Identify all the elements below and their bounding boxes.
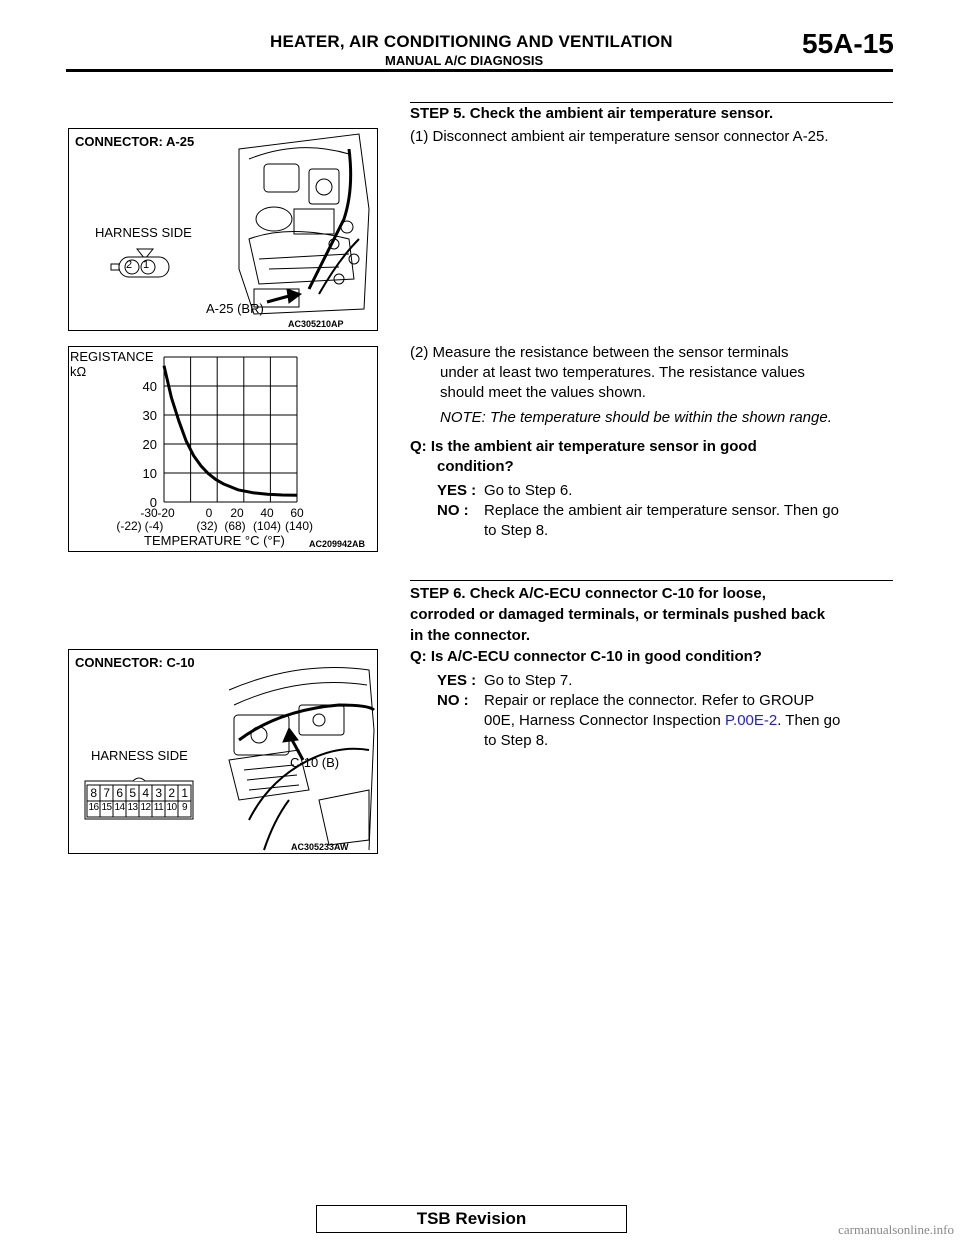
page-number: 55A-15: [802, 28, 894, 59]
x-tick-label: 60: [290, 506, 304, 520]
pin-number: 14: [114, 802, 125, 813]
step5-instruction-2-line3: should meet the values shown.: [440, 384, 646, 401]
tsb-revision-box: TSB Revision: [316, 1205, 627, 1233]
figure-connector-a25: [68, 128, 378, 331]
connector-key: [133, 778, 145, 781]
harness-side-label: HARNESS SIDE: [91, 748, 188, 763]
y-tick-label: 0: [149, 495, 157, 510]
pin-number: 13: [127, 802, 138, 813]
step5-question-line2: condition?: [437, 458, 514, 475]
step-rule: [410, 580, 893, 581]
x-tick-label: -30: [140, 506, 158, 520]
pin-number: 4: [142, 786, 149, 800]
pin-number: 8: [90, 786, 97, 800]
step6-no-text-line2-a: 00E, Harness Connector Inspection: [484, 712, 725, 729]
step5-no-text-line1: Replace the ambient air temperature sensor. Then go: [484, 502, 839, 519]
x-tick-label-fahrenheit: (32): [196, 519, 218, 533]
step6-no-key: NO :: [437, 692, 469, 709]
step5-yes-key: YES :: [437, 482, 477, 499]
figure-connector-c10: [68, 649, 378, 854]
header-rule: [66, 69, 893, 72]
connector-callout: C-10 (B): [290, 755, 340, 770]
step5-instruction-2-line1: (2) Measure the resistance between the sensor terminals: [410, 344, 789, 361]
x-tick-label: -20: [157, 506, 175, 520]
y-tick-label: 40: [142, 379, 157, 394]
step5-no-key: NO :: [437, 502, 469, 519]
section-title: HEATER, AIR CONDITIONING AND VENTILATION: [270, 32, 673, 51]
figure-code: AC209942AB: [309, 539, 366, 549]
step6-no-text-line2-b: . Then go: [777, 712, 841, 729]
step-rule: [410, 102, 893, 103]
pin-number: 16: [88, 802, 99, 813]
step5-no-text-line2: to Step 8.: [484, 522, 549, 539]
pin-number: 11: [153, 802, 164, 813]
step6-yes-key: YES :: [437, 672, 477, 689]
reference-link-p00e-2[interactable]: P.00E-2: [724, 712, 778, 729]
x-tick-label-fahrenheit: (140): [284, 519, 314, 533]
pin-number: 1: [181, 786, 188, 800]
pin-number: 2: [168, 786, 175, 800]
x-tick-label-fahrenheit: (-22): [116, 519, 142, 533]
y-tick-label: 20: [142, 437, 157, 452]
step5-instruction-1: (1) Disconnect ambient air temperature sensor connector A-25.: [410, 128, 829, 145]
pin-number: 5: [129, 786, 136, 800]
resistance-curve-chart: [69, 347, 377, 551]
pin-number: 7: [103, 786, 110, 800]
harness-side-label: HARNESS SIDE: [95, 225, 192, 240]
connector-label: CONNECTOR: C-10: [75, 655, 195, 670]
step5-instruction-2-line2: under at least two temperatures. The resistance values: [440, 364, 805, 381]
section-subtitle: MANUAL A/C DIAGNOSIS: [385, 53, 544, 68]
step6-heading-line2: corroded or damaged terminals, or terminals pushed back: [410, 606, 826, 623]
x-tick-label-fahrenheit: (68): [224, 519, 246, 533]
x-tick-label: 0: [205, 506, 213, 520]
connector-callout: A-25 (BR): [206, 301, 264, 316]
pin-number: 3: [155, 786, 162, 800]
y-tick-label: 10: [142, 466, 157, 481]
connector-label: CONNECTOR: A-25: [75, 134, 195, 149]
pin-number: 15: [101, 802, 112, 813]
pin-2: 2: [126, 259, 133, 271]
step6-heading-line1: STEP 6. Check A/C-ECU connector C-10 for loose,: [410, 585, 766, 602]
pin-number: 6: [116, 786, 123, 800]
step5-heading: STEP 5. Check the ambient air temperature sensor.: [410, 105, 774, 122]
chart-ylabel-line2: kΩ: [70, 364, 87, 379]
figure-resistance-chart: [68, 346, 378, 552]
resistance-curve: [164, 366, 297, 496]
watermark: carmanualsonline.info: [838, 1222, 954, 1237]
step6-heading-line3: in the connector.: [410, 627, 531, 644]
step5-yes-text: Go to Step 6.: [484, 482, 573, 499]
step6-no-text-line1: Repair or replace the connector. Refer to GROUP: [484, 692, 815, 709]
y-tick-label: 30: [142, 408, 157, 423]
x-tick-label: 40: [260, 506, 274, 520]
step6-no-text-line3: to Step 8.: [484, 732, 549, 749]
figure-code: AC305210AP: [288, 319, 344, 329]
figure-code: AC305233AW: [291, 842, 349, 852]
step6-yes-text: Go to Step 7.: [484, 672, 573, 689]
chart-xlabel: TEMPERATURE °C (°F): [144, 533, 285, 548]
pin-1: 1: [143, 259, 150, 271]
step5-note: NOTE: The temperature should be within the shown range.: [440, 409, 832, 426]
x-tick-label-fahrenheit: (104): [252, 519, 282, 533]
step6-no-text-line2: [484, 711, 840, 731]
step5-question-line1: Q: Is the ambient air temperature sensor in good: [410, 438, 757, 455]
chart-ylabel-line1: REGISTANCE: [70, 349, 154, 364]
pin-number: 12: [140, 802, 151, 813]
pin-number: 10: [166, 802, 177, 813]
pin-number: 9: [181, 802, 188, 813]
x-tick-label: 20: [230, 506, 244, 520]
x-tick-label-fahrenheit: (-4): [144, 519, 164, 533]
step6-question: Q: Is A/C-ECU connector C-10 in good condition?: [410, 648, 762, 665]
